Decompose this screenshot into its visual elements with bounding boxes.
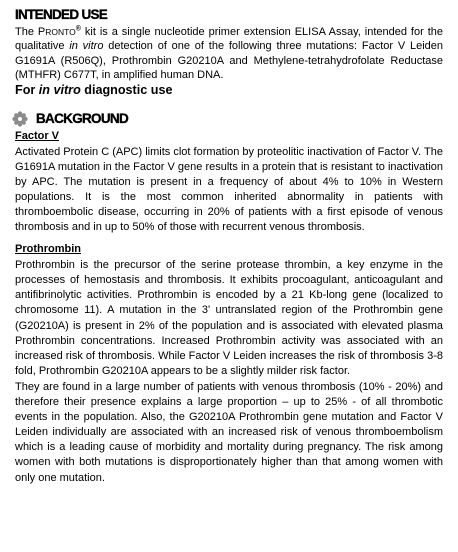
diag-in-vitro: in vitro	[38, 82, 81, 97]
intended-use-text	[15, 25, 443, 83]
prothrombin-subheading: Prothrombin	[15, 243, 81, 256]
factor-v-subheading: Factor V	[15, 129, 60, 142]
intro-text-middle: kit is a single nucleotide primer extension ELISA Assay, intended for the qualitative	[15, 26, 443, 53]
registered-mark: ®	[75, 25, 81, 33]
gear-flower-icon	[12, 111, 28, 127]
diag-suffix: diagnostic use	[80, 82, 173, 97]
section-spacer	[15, 235, 443, 241]
intended-use-heading: INTENDED USE	[15, 7, 108, 22]
brand-name-smallcaps: RONTO	[45, 27, 76, 37]
prothrombin-paragraph-2: They are found in a large number of patients with venous thrombosis (10% - 20%) and therefore their presence explains a large proportion – up to 25% - of all thrombotic events in the population. Also, the G20210A Prothrombin gene mutation and Factor V Leiden individually are associated with an increased risk of venous thromboembolism which is a leading cause of morbidity and mortality during pregnancy. The risk among women with both mutations is disproportionately higher than that among women with only one mutation.	[15, 380, 443, 484]
diagnostic-use-line	[15, 83, 443, 98]
diag-prefix: For	[15, 82, 39, 97]
in-vitro-italic: in vitro	[69, 40, 104, 53]
background-heading: BACKGROUND	[36, 111, 128, 127]
factor-v-paragraph: Activated Protein C (APC) limits clot formation by proteolitic inactivation of Factor V. The G1691A mutation in the Factor V gene results in a protein that is resistant to inactivation by APC. The mutation is present in a frequency of about 4% to 10% in Western populations. It is the most common inherited abnormality in patients with thromboembolic disease, occurring in 20% of patients with a first episode of venous thrombosis and in up to 50% of those with recurrent venous thrombosis.	[15, 145, 443, 234]
document-page	[15, 6, 443, 486]
background-heading-row	[15, 110, 443, 128]
prothrombin-paragraph-1: Prothrombin is the precursor of the serine protease thrombin, a key enzyme in the processes of hemostasis and thrombosis. It exhibits procoagulant, anticoagulant and antifibrinolytic activities. Prothrombin is encoded by a 21 Kb-long gene (localized to chromosome 11). A mutation in the 3' untranslated region of the Prothrombin gene (G20210A) is present in 2% of the population and is associated with elevated plasma Prothrombin concentrations. Increased Prothrombin activity was associated with an increased risk of thrombosis. While Factor V Leiden increases the risk of thrombosis 3-8 fold, Prothrombin G20210A appears to be a slightly milder risk factor.	[15, 259, 443, 377]
intro-text-start: The P	[15, 26, 46, 38]
intro-text-end: detection of one of the following three mutations: Factor V Leiden G1691A (R506Q), Prothrombin G20210A and Methylene-tetrahydrofolate Reductase (MTHFR) C677T, in amplified human DNA.	[15, 40, 443, 82]
